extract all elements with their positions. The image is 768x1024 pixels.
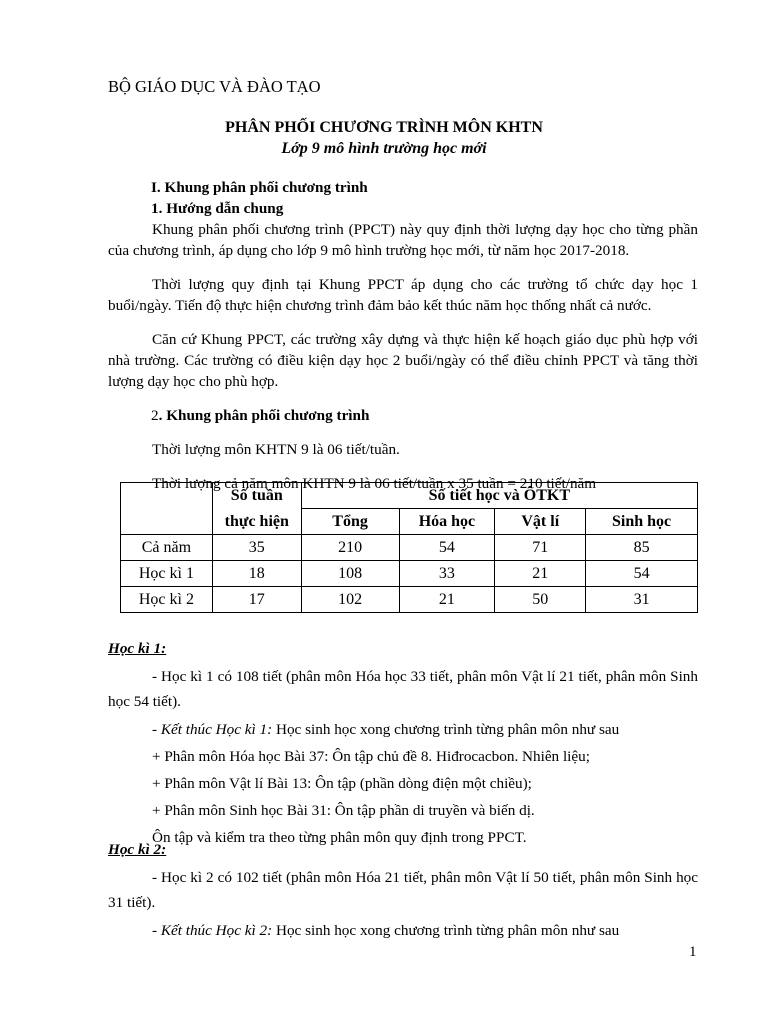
cell-weeks: 18 — [212, 561, 301, 587]
hours-per-year: Thời lượng cả năm môn KHTN 9 là 06 tiết/tuần x 35 tuần = 210 tiết/năm — [152, 475, 597, 492]
semester-2-section — [108, 838, 698, 942]
semester-2-heading: Học kì 2: — [108, 841, 167, 858]
col-header-biology: Sinh học — [586, 509, 698, 535]
group-header: Số tiết học và ÔTKT — [301, 483, 697, 509]
cell-physics: 50 — [495, 587, 586, 613]
paragraph-2: Thời lượng quy định tại Khung PPCT áp dụng cho các trường tổ chức dạy học 1 buổi/ngày. Tiến độ thực hiện chương trình đảm bảo kết thúc năm học thống nhất cả nước. — [108, 276, 698, 314]
cell-biology: 54 — [586, 561, 698, 587]
table-row — [121, 587, 698, 613]
col-header-total: Tổng — [301, 509, 399, 535]
subsection-heading-2 — [108, 405, 698, 426]
table-header-row-1 — [121, 483, 698, 509]
document-title: PHÂN PHỐI CHƯƠNG TRÌNH MÔN KHTN — [225, 119, 543, 136]
ppct-table — [120, 482, 698, 613]
list-item: + Phân môn Vật lí Bài 13: Ôn tập (phần dòng điện một chiều); — [152, 775, 532, 792]
cell-chemistry: 21 — [399, 587, 495, 613]
semester-1-end-text: Học sinh học xong chương trình từng phân môn như sau — [272, 721, 620, 738]
cell-weeks: 17 — [212, 587, 301, 613]
section-heading: I. Khung phân phối chương trình — [151, 179, 368, 196]
semester-2-summary: - Học kì 2 có 102 tiết (phân môn Hóa 21 tiết, phân môn Vật lí 50 tiết, phân môn Sinh học 31 tiết). — [108, 869, 698, 911]
list-item: + Phân môn Hóa học Bài 37: Ôn tập chủ đề 8. Hiđrocacbon. Nhiên liệu; — [152, 748, 590, 765]
col-header-physics: Vật lí — [495, 509, 586, 535]
table-row — [121, 535, 698, 561]
paragraph-3: Căn cứ Khung PPCT, các trường xây dựng và thực hiện kế hoạch giáo dục phù hợp với nhà trường. Các trường có điều kiện dạy học 2 buổi/ngày có thể điều chỉnh PPCT và tăng thời lượng dạy học cho phù hợp. — [108, 331, 698, 390]
page-number: 1 — [689, 944, 697, 960]
cell-weeks: 35 — [212, 535, 301, 561]
col-header-chemistry: Hóa học — [399, 509, 495, 535]
hours-per-week: Thời lượng môn KHTN 9 là 06 tiết/tuần. — [152, 441, 400, 458]
list-item: + Phân môn Sinh học Bài 31: Ôn tập phần di truyền và biến dị. — [152, 802, 535, 819]
weeks-header-bottom: thực hiện — [212, 509, 301, 535]
semester-1-section — [108, 637, 698, 849]
cell-biology: 85 — [586, 535, 698, 561]
subsection-title: . Khung phân phối chương trình — [158, 407, 370, 424]
semester-2-end — [108, 919, 698, 942]
cell-biology: 31 — [586, 587, 698, 613]
cell-total: 210 — [301, 535, 399, 561]
list-item: Ôn tập và kiểm tra theo từng phân môn quy định trong PPCT. — [152, 829, 527, 846]
semester-1-end — [108, 718, 698, 741]
subsection-number: 2 — [151, 407, 159, 424]
cell-physics: 21 — [495, 561, 586, 587]
document-subtitle: Lớp 9 mô hình trường học mới — [281, 140, 487, 157]
table-row — [121, 561, 698, 587]
cell-physics: 71 — [495, 535, 586, 561]
section-1 — [108, 177, 698, 494]
cell-total: 102 — [301, 587, 399, 613]
semester-1-end-label: - Kết thúc Học kì 1: — [152, 721, 273, 738]
semester-1-summary: - Học kì 1 có 108 tiết (phân môn Hóa học 33 tiết, phân môn Vật lí 21 tiết, phân môn Sinh học 54 tiết). — [108, 668, 698, 710]
subsection-heading-1: 1. Hướng dẫn chung — [151, 200, 284, 217]
table-corner-cell — [121, 483, 213, 535]
weeks-header-top: Số tuần — [212, 483, 301, 509]
cell-chemistry: 33 — [399, 561, 495, 587]
row-label: Học kì 1 — [121, 561, 213, 587]
semester-2-end-text: Học sinh học xong chương trình từng phân môn như sau — [272, 922, 620, 939]
ministry-name: BỘ GIÁO DỤC VÀ ĐÀO TẠO — [108, 77, 321, 96]
semester-2-end-label: - Kết thúc Học kì 2: — [152, 922, 273, 939]
row-label: Học kì 2 — [121, 587, 213, 613]
cell-chemistry: 54 — [399, 535, 495, 561]
cell-total: 108 — [301, 561, 399, 587]
paragraph-1: Khung phân phối chương trình (PPCT) này quy định thời lượng dạy học cho từng phần của chương trình, áp dụng cho lớp 9 mô hình trường học mới, từ năm học 2017-2018. — [108, 221, 698, 259]
semester-1-heading: Học kì 1: — [108, 640, 167, 657]
row-label: Cả năm — [121, 535, 213, 561]
